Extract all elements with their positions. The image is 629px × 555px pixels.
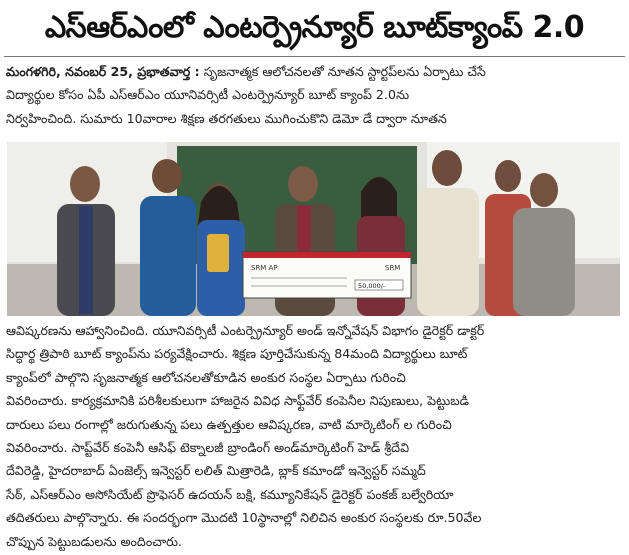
headline: ఎస్ఆర్ఎంలో ఎంటర్ప్రెన్యూర్ బూట్‌క్యాంప్ 2.0: [44, 10, 585, 45]
body-line-1: ఆవిష్కరణను ఆహ్వానించింది. యూనివర్సిటీ ఎంటర్ప్రెన్యూర్ అండ్ ఇన్నోవేషన్ విభాగం డైరెక్టర్ డాక్టర్: [6, 323, 485, 338]
cheque-title: SRM: [385, 264, 401, 272]
body-line-7: దేవిరెడ్డి, హైదరాబాద్ ఏంజెల్స్ ఇన్వెస్టర్ లలిత్ మిత్రారెడి, బ్లాక్ కమాండో ఇన్వెస్టర్ సమ్మద్: [6, 463, 426, 479]
body-line-2: సిద్ధార్థ త్రిపాఠి బూట్ క్యాంప్‌ను పర్యవేక్షించారు. శిక్షణ పూర్తిచేసుకున్న 84మంది విద్యార్థులు బూట్: [6, 346, 468, 362]
headline-divider: [4, 56, 625, 57]
intro-line-1: [6, 60, 623, 83]
body-line-8: సేఠ్, ఎస్ఆర్ఎం అసోసియేట్ ప్రొఫెసర్ ఉదయన్ బక్షి, కమ్యూనికేషన్ డైరెక్టర్ పంకజ్ బల్వేరియా: [6, 486, 454, 502]
article-intro: [6, 60, 623, 130]
body-line-10: చొప్పున పెట్టుబడులను అందించారు.: [6, 533, 182, 549]
intro-line-3: నిర్వహించింది. సుమారు 10వారాల శిక్షణ తరగతులు ముగించుకొని డెమో డే ద్వారా నూతన: [6, 110, 447, 126]
intro-line-2: విద్యార్థుల కోసం ఏపీ ఎస్ఆర్ఎం యూనివర్సిటీ ఎంటర్ప్రెన్యూర్ బూట్ క్యాంప్ 2.0ను: [6, 87, 410, 103]
dateline: మంగళగిరి, నవంబర్ 25, ప్రభాతవార్త :: [6, 64, 200, 79]
body-line-5: దారులు పలు రంగాల్లో జరుగుతున్న పలు ఉత్పత్తుల ఆవిష్కరణ, వాటి మార్కెటింగ్ ల గురించి: [6, 416, 452, 432]
body-line-6: వివరించారు. సాప్ట్‌వేర్ కంపెనీ ఆసిఫ్ టెక్నాలజీ బ్రాండింగ్ అండ్‌మార్కెటింగ్ హెడ్ శ్రీదేవి: [6, 439, 410, 455]
body-line-3: క్యాంప్‌లో పాల్గొని సృజనాత్మక ఆలోచనలతోకూడిన అంకుర సంస్థల ఏర్పాటు గురించి: [6, 369, 406, 385]
article-body: [6, 319, 623, 553]
intro-text-1: సృజనాత్మక ఆలోచనలతో నూతన స్టార్టప్‌లను ఏర్పాటు చేసే: [203, 64, 486, 79]
cheque: [243, 252, 411, 298]
body-line-4: వివరించారు. కార్యక్రమానికి పరిశీలకులుగా హాజరైన వివిధ సాఫ్ట్‌వేర్ కంపెనీల నిపుణులు, పెట్టుబడి: [6, 393, 469, 409]
trophy-box: [207, 234, 229, 272]
cheque-amount: 50,000/-: [358, 282, 386, 290]
cheque-banner-text: SRM AP: [251, 264, 278, 272]
event-photo: [7, 142, 620, 316]
body-line-9: తదితరులు పాల్గొన్నారు. ఈ సందర్భంగా మొదటి 10స్థానాల్లో నిలిచిన అంకుర సంస్థలకు రూ.50వేల: [6, 510, 482, 526]
photo-illustration: [7, 142, 620, 316]
